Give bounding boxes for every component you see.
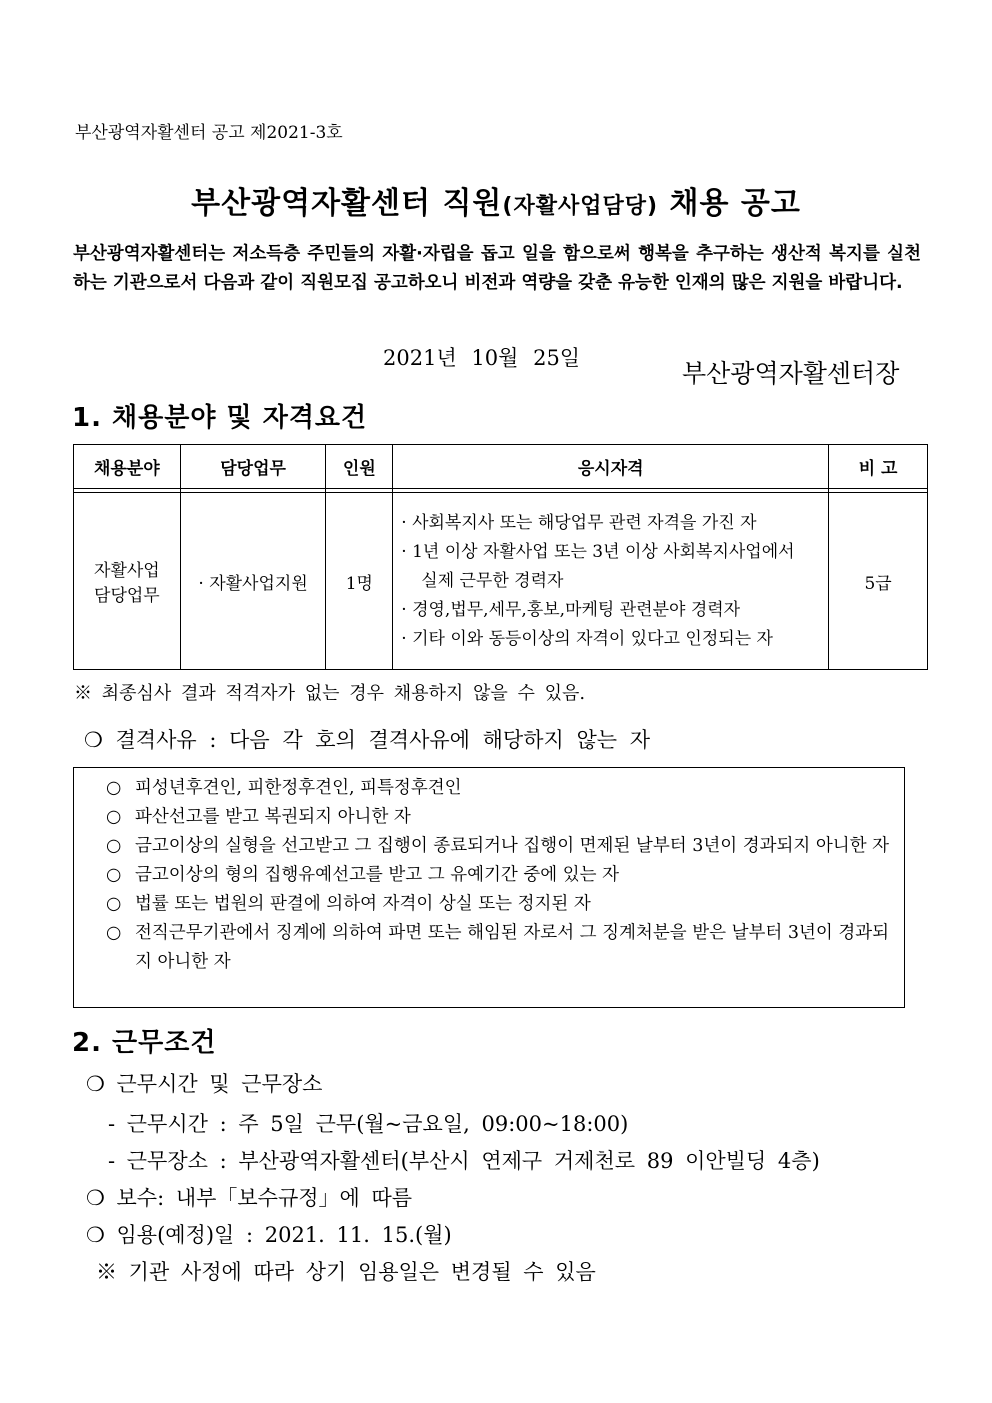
circle-bullet-icon: ○ (106, 807, 122, 827)
list-item (104, 832, 894, 861)
title-paren: (자활사업담당) (502, 194, 659, 219)
list-item-text: 금고이상의 형의 집행유예선고를 받고 그 유예기간 중에 있는 자 (135, 865, 620, 885)
section2-heading: 2. 근무조건 (72, 1028, 217, 1058)
circle-bullet-icon: ○ (106, 865, 122, 885)
work-time: - 근무시간 : 주 5일 근무(월~금요일, 09:00~18:00) (108, 1112, 629, 1136)
qualification-line: 실제 근무한 경력자 (421, 570, 564, 591)
title-end: 채용 공고 (658, 186, 801, 221)
table-row (74, 493, 928, 670)
list-item (104, 774, 894, 803)
list-item-text: 전직근무기관에서 징계에 의하여 파면 또는 해임된 자로서 그 징계처분을 받은 날부터 3년이 경과되지 아니한 자 (135, 923, 890, 972)
header-field: 채용분야 (74, 445, 181, 489)
circle-bullet-icon: ○ (106, 778, 122, 798)
signer: 부산광역자활센터장 (682, 359, 900, 388)
page-title (0, 178, 992, 222)
list-item-text: 법률 또는 법원의 판결에 의하여 자격이 상실 또는 정지된 자 (135, 894, 591, 914)
cell-qualification (393, 493, 829, 670)
pay: ❍ 보수: 내부「보수규정」에 따름 (86, 1186, 413, 1210)
disqualification-heading: ❍ 결격사유 : 다음 각 호의 결격사유에 해당하지 않는 자 (84, 728, 650, 752)
header-remark: 비 고 (829, 445, 928, 489)
work-place: - 근무장소 : 부산광역자활센터(부산시 연제구 거제천로 89 이안빌딩 4층) (108, 1149, 820, 1173)
field-line2: 담당업무 (94, 586, 160, 606)
list-item-text: 피성년후견인, 피한정후견인, 피특정후견인 (135, 778, 462, 798)
notice-date: 2021년 10월 25일 (383, 346, 581, 370)
list-item (104, 919, 894, 977)
section1-heading: 1. 채용분야 및 자격요건 (72, 403, 368, 433)
list-item (104, 890, 894, 919)
list-item (104, 803, 894, 832)
disqualification-box (73, 767, 905, 1008)
start-date: ❍ 임용(예정)일 : 2021. 11. 15.(월) (86, 1223, 452, 1247)
work-time-place: ❍ 근무시간 및 근무장소 (86, 1072, 323, 1096)
qualification-line: · 경영,법무,세무,홍보,마케팅 관련분야 경력자 (401, 599, 741, 620)
start-date-note: ※ 기관 사정에 따라 상기 임용일은 변경될 수 있음 (96, 1260, 596, 1284)
intro-paragraph: 부산광역자활센터는 저소득층 주민들의 자활·자립을 돕고 일을 함으로써 행복을 추구하는 생산적 복지를 실천하는 기관으로서 다음과 같이 직원모집 공고하오니 비전과 역량을 갖춘 유능한 인재의 많은 지원을 바랍니다. (73, 244, 921, 293)
circle-bullet-icon: ○ (106, 894, 122, 914)
qualification-line: · 사회복지사 또는 해당업무 관련 자격을 가진 자 (401, 512, 757, 533)
requirements-table (73, 444, 928, 670)
header-qualification: 응시자격 (393, 445, 829, 489)
field-line1: 자활사업 (94, 561, 160, 581)
qualification-line: · 1년 이상 자활사업 또는 3년 이상 사회복지사업에서 (401, 541, 795, 562)
qualification-line: · 기타 이와 동등이상의 자격이 있다고 인정되는 자 (401, 628, 773, 649)
title-main: 부산광역자활센터 직원 (191, 186, 503, 221)
circle-bullet-icon: ○ (106, 836, 122, 856)
table-header-row (74, 445, 928, 489)
header-count: 인원 (326, 445, 393, 489)
circle-bullet-icon: ○ (106, 923, 122, 943)
cell-count: 1명 (326, 493, 393, 670)
cell-remark: 5급 (829, 493, 928, 670)
cell-field (74, 493, 181, 670)
notice-number: 부산광역자활센터 공고 제2021-3호 (75, 123, 343, 143)
disqualification-list (104, 774, 894, 977)
header-duty: 담당업무 (180, 445, 326, 489)
list-item (104, 861, 894, 890)
table-note: ※ 최종심사 결과 적격자가 없는 경우 채용하지 않을 수 있음. (74, 683, 586, 704)
list-item-text: 파산선고를 받고 복권되지 아니한 자 (135, 807, 411, 827)
cell-duty: · 자활사업지원 (180, 493, 326, 670)
list-item-text: 금고이상의 실형을 선고받고 그 집행이 종료되거나 집행이 면제된 날부터 3년이 경과되지 아니한 자 (135, 836, 890, 856)
